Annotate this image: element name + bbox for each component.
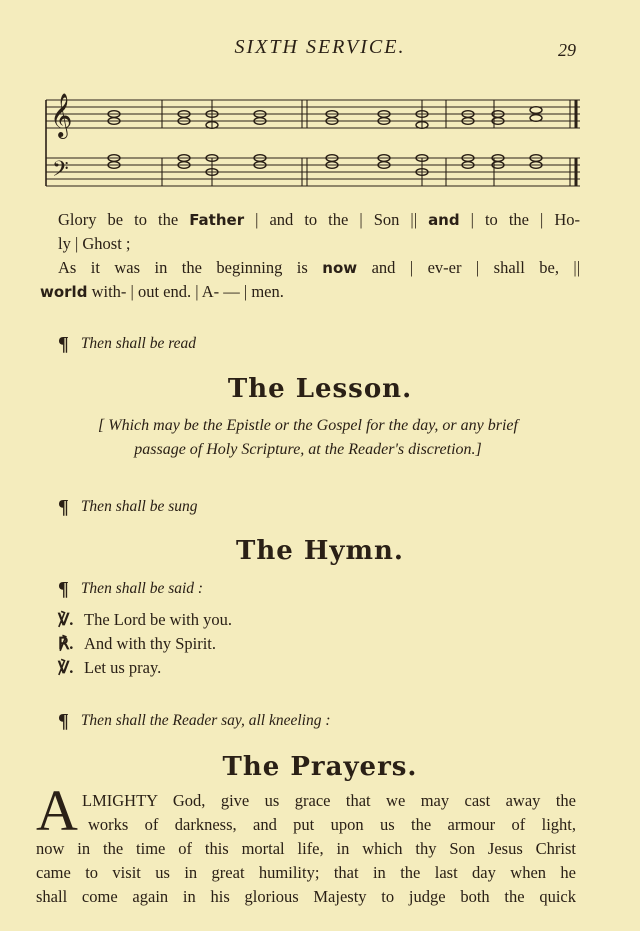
pilcrow-icon: ¶ [58,710,69,732]
svg-text:𝄢: 𝄢 [52,157,69,187]
gloria-accent-father: Father [189,211,245,229]
gloria-text-b: | and to the | Son [255,210,400,229]
rubric-sung [58,496,198,519]
prayer-line-3: now in the time of this mortal life, in which thy Son Jesus Christ [36,839,576,858]
versicle-2-text: Let us pray. [84,658,162,677]
lesson-note [36,414,580,462]
response-icon: ℟. [58,634,74,653]
prayers-heading: The Prayers. [222,752,418,782]
versicle-icon: ℣. [58,610,74,629]
asit-text-b: and | ev-er | shall be, || [371,258,581,277]
lesson-note-line-1: [ Which may be the Epistle or the Gospel for the day, or any brief [98,417,518,434]
svg-text:𝄞: 𝄞 [50,93,73,137]
asit-accent-now: now [322,259,358,277]
versicle-1 [58,610,232,630]
running-header: SIXTH SERVICE. [234,36,406,58]
gloria-line-2: ly | Ghost ; [58,234,131,253]
response-1-text: And with thy Spirit. [84,634,217,653]
rubric-read [58,333,196,356]
versicle-1-text: The Lord be with you. [84,610,233,629]
rubric-said-text: Then shall be said : [80,580,204,597]
page-number: 29 [558,40,576,60]
prayer-text [36,789,576,909]
asit-text-c: with- | out end. | A- — | men. [91,282,284,301]
pilcrow-icon: ¶ [58,578,69,600]
prayer-line-4: came to visit us in great humility; that in the last day when he [36,863,576,882]
versicle-icon: ℣. [58,658,74,677]
rubric-sung-text: Then shall be sung [80,498,198,515]
rubric-said [58,578,203,601]
lesson-heading: The Lesson. [227,374,413,404]
gloria-line-1 [58,208,580,232]
lesson-note-line-2: passage of Holy Scripture, at the Reader's discretion.] [134,441,482,458]
rubric-reader [58,710,331,733]
versicle-2 [58,658,161,678]
as-it-was-line-2 [40,280,562,304]
gloria-text-c: | to the | Ho- [470,210,581,229]
gloria-double-bar: || [410,210,418,229]
response-1 [58,634,216,654]
asit-text-a: As it was in the beginning is [58,258,308,277]
chant-staff-notation [36,92,580,192]
asit-accent-world: world [40,283,88,301]
as-it-was-line-1 [58,256,580,280]
prayer-drop-cap: A [36,778,78,843]
prayer-line-5: shall come again in his glorious Majesty to judge both the quick [36,887,576,906]
gloria-text-a: Glory be to the [58,210,179,229]
hymn-heading: The Hymn. [236,536,404,566]
prayer-line-1: LMIGHTY God, give us grace that we may cast away the [82,791,576,810]
rubric-read-text: Then shall be read [80,335,197,352]
rubric-reader-text: Then shall the Reader say, all kneeling : [80,712,331,729]
prayer-line-2: works of darkness, and put upon us the armour of light, [88,815,576,834]
pilcrow-icon: ¶ [58,333,69,355]
pilcrow-icon: ¶ [58,496,69,518]
gloria-accent-and: and [428,211,460,229]
